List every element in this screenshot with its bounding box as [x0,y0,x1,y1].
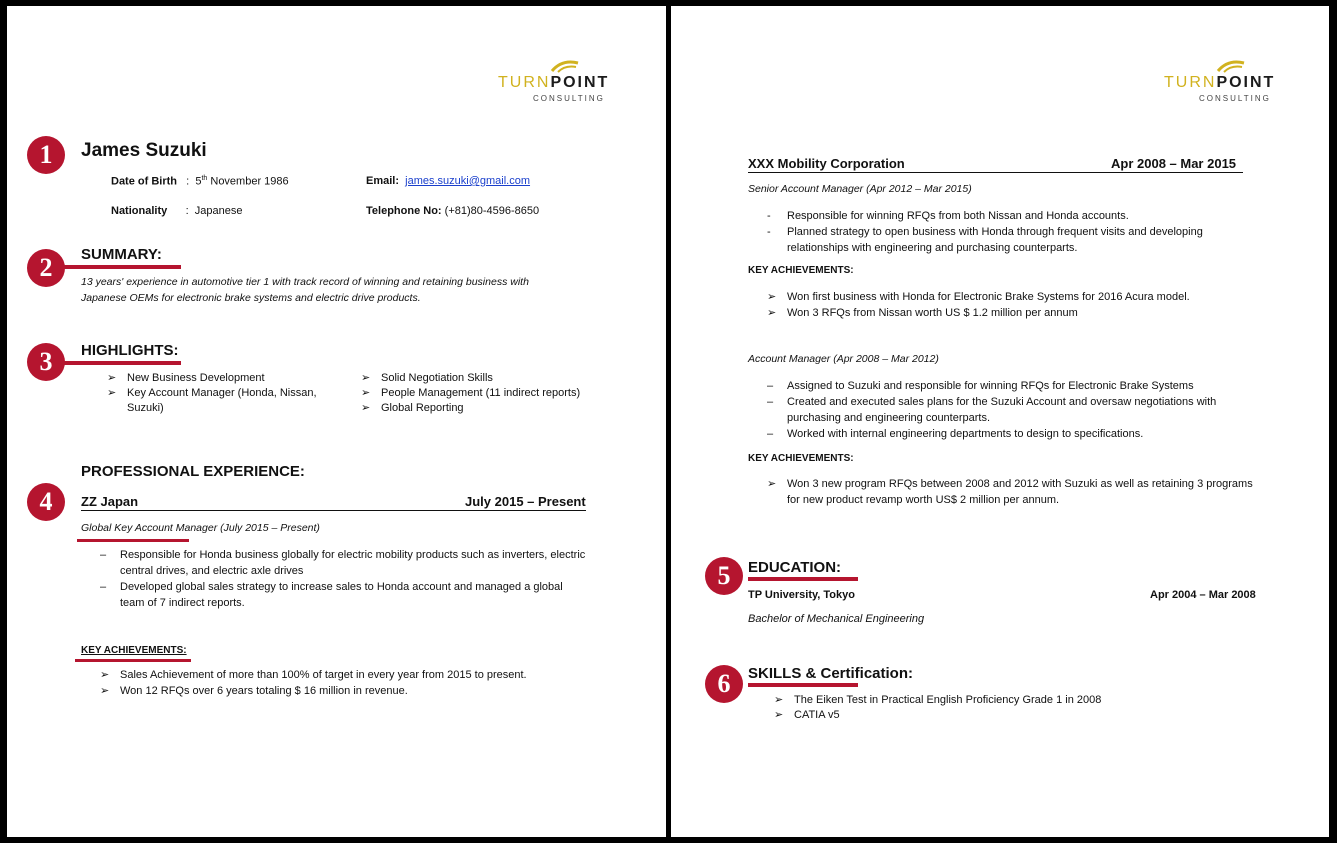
highlights-left-list [107,371,327,416]
highlights-underline [63,361,181,365]
logo-wordmark: TURNPOINT [1164,74,1276,91]
arrow-bullet-icon: ➢ [767,291,777,303]
job2-achievements1-heading: KEY ACHIEVEMENTS: [748,265,854,276]
list-item: ➢ Won 12 RFQs over 6 years totaling $ 16 million in revenue. [100,685,408,697]
job2-achievements1 [767,289,1247,321]
logo-wordmark: TURNPOINT [498,74,610,91]
list-item: - Responsible for winning RFQs from both Nissan and Honda accounts. [767,210,1129,222]
logo-swoosh-icon [550,59,580,73]
highlights-heading: HIGHLIGHTS: [81,342,179,359]
job2-company: XXX Mobility Corporation [748,156,905,171]
summary-underline [63,265,181,269]
job1-role: Global Key Account Manager (July 2015 – Present) [81,522,320,534]
list-item: ➢ CATIA v5 [774,709,840,721]
arrow-bullet-icon: ➢ [361,387,371,399]
badge-6: 6 [705,665,743,703]
job2-duties2 [767,378,1247,442]
job2-achievements2-heading: KEY ACHIEVEMENTS: [748,453,854,464]
arrow-bullet-icon: ➢ [774,694,784,706]
job2-role2: Account Manager (Apr 2008 – Mar 2012) [748,353,939,365]
badge-5: 5 [705,557,743,595]
list-item: ➢ Key Account Manager (Honda, Nissan, Suzuki) [107,387,317,414]
list-item: – Assigned to Suzuki and responsible for winning RFQs for Electronic Brake Systems [767,380,1194,392]
badge-4: 4 [27,483,65,521]
arrow-bullet-icon: ➢ [107,387,117,399]
candidate-name: James Suzuki [81,140,207,161]
logo-swoosh-icon [1216,59,1246,73]
list-item: ➢ Won first business with Honda for Electronic Brake Systems for 2016 Acura model. [767,291,1190,303]
resume-page-2 [671,6,1329,837]
list-item: ➢ Solid Negotiation Skills [361,372,493,384]
job2-dates: Apr 2008 – Mar 2015 [1111,156,1237,171]
arrow-bullet-icon: ➢ [107,372,117,384]
list-item: ➢ Sales Achievement of more than 100% of target in every year from 2015 to present. [100,669,527,681]
email-link[interactable]: james.suzuki@gmail.com [405,175,531,187]
summary-heading: SUMMARY: [81,246,162,263]
badge-2: 2 [27,249,65,287]
list-item: ➢ New Business Development [107,372,265,384]
list-item: ➢ Global Reporting [361,402,464,414]
arrow-bullet-icon: ➢ [100,669,110,681]
education-underline [748,577,858,581]
job1-achievements-underline [75,659,191,662]
list-item: - Planned strategy to open business with Honda through frequent visits and developing relationships with engineering and purchasing counterparts. [767,226,1203,254]
skills-list [774,693,1174,723]
job1-dates: July 2015 – Present [465,494,586,509]
arrow-bullet-icon: ➢ [767,307,777,319]
highlights-right-list [361,371,621,416]
education-heading: EDUCATION: [748,559,842,576]
job2-rule [748,172,1243,173]
turnpoint-logo [498,59,638,109]
badge-1: 1 [27,136,65,174]
dob-row: Date of Birth : 5th November 1986 [111,175,289,188]
list-item: ➢ Won 3 new program RFQs between 2008 and 2012 with Suzuki as well as retaining 3 programs for new product revamp worth US$ 2 million per annum. [767,478,1253,506]
list-item: – Responsible for Honda business globally for electric mobility products such as inverters, electric central drives, and electric axle drives [100,549,586,577]
arrow-bullet-icon: ➢ [767,478,777,490]
education-school: TP University, Tokyo [748,589,855,601]
resume-page-1 [7,6,666,837]
arrow-bullet-icon: ➢ [100,685,110,697]
job1-rule [81,510,586,511]
skills-underline [748,683,858,687]
phone-row: Telephone No: (+81)80-4596-8650 [366,205,540,217]
summary-text: 13 years' experience in automotive tier 1 with track record of winning and retaining business with Japanese OEMs for electronic brake systems and electric drive products. [81,276,529,304]
job1-duties [100,547,590,611]
job2-role1: Senior Account Manager (Apr 2012 – Mar 2015) [748,183,972,195]
logo-subtitle: CONSULTING [533,94,605,103]
job1-achievements-heading: KEY ACHIEVEMENTS: [81,645,187,656]
arrow-bullet-icon: ➢ [361,402,371,414]
education-dates: Apr 2004 – Mar 2008 [1150,589,1256,601]
job2-achievements2 [767,476,1257,508]
logo-subtitle: CONSULTING [1199,94,1271,103]
email-row: Email: james.suzuki@gmail.com [366,175,531,187]
job1-company: ZZ Japan [81,494,139,509]
list-item: ➢ People Management (11 indirect reports) [361,387,581,399]
experience-heading: PROFESSIONAL EXPERIENCE: [81,463,305,480]
turnpoint-logo-2 [1164,59,1304,109]
job1-role-underline [77,539,189,542]
job2-duties1 [767,208,1247,256]
list-item: – Created and executed sales plans for the Suzuki Account and oversaw negotiations with purchasing and engineering counterparts. [767,396,1217,424]
nationality-row: Nationality : Japanese [111,205,243,217]
arrow-bullet-icon: ➢ [774,709,784,721]
skills-heading: SKILLS & Certification: [748,665,914,682]
badge-3: 3 [27,343,65,381]
list-item: – Developed global sales strategy to increase sales to Honda account and managed a global team of 7 indirect reports. [100,581,563,609]
job1-achievements [100,667,580,699]
list-item: ➢ Won 3 RFQs from Nissan worth US $ 1.2 million per annum [767,307,1078,319]
list-item: ➢ The Eiken Test in Practical English Proficiency Grade 1 in 2008 [774,694,1102,706]
education-degree: Bachelor of Mechanical Engineering [748,613,925,625]
list-item: – Worked with internal engineering departments to design to specifications. [767,428,1144,440]
arrow-bullet-icon: ➢ [361,372,371,384]
